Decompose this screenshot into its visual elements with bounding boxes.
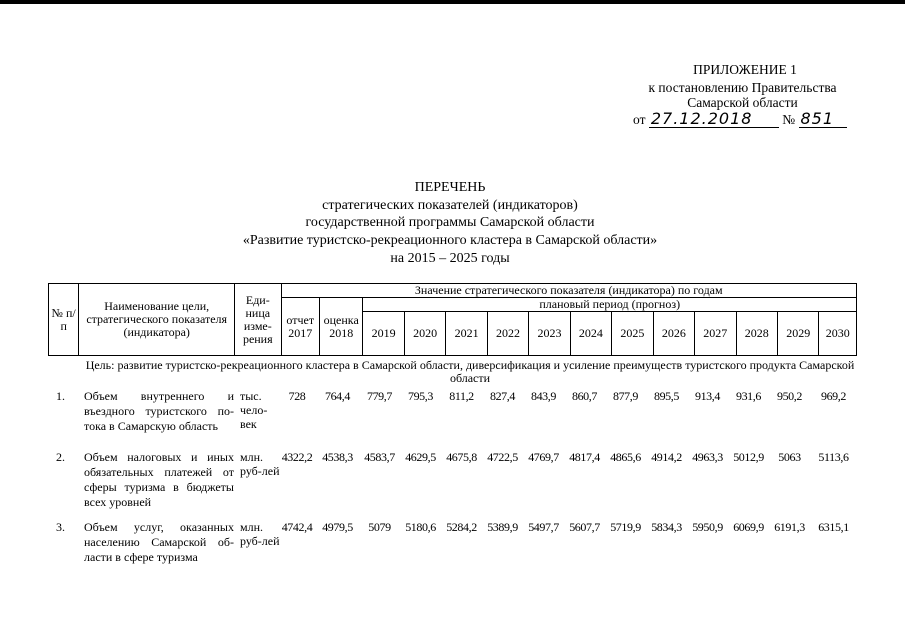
value-cell: 811,2 [449, 389, 474, 403]
decree-date-handwritten: 27.12.2018 [649, 111, 779, 128]
value-cell: 4322,2 [281, 450, 313, 464]
value-cell: 4963,3 [692, 450, 723, 464]
goal-row: Цель: развитие туристско-рекреационного кластера в Самарской области, диверсификация и усиление преимуществ туристского продукта Самарской области [85, 358, 855, 385]
heading-line-3: «Развитие туристско-рекреационного кластера в Самарской области» [242, 233, 658, 248]
header-year: 2019 [363, 312, 404, 356]
value-cell: 827,4 [489, 389, 515, 403]
value-cell: 6069,9 [733, 520, 764, 534]
value-cell: 860,7 [571, 389, 597, 403]
decree-date-number [633, 110, 847, 130]
header-year: 2025 [612, 312, 653, 356]
value-cell: 4675,8 [446, 450, 477, 464]
value-cell: 913,4 [694, 389, 720, 403]
value-cell: 5180,6 [405, 520, 436, 534]
indicator-name: Объем внутреннего и въездного туристского по-тока в Самарскую область [84, 389, 234, 433]
value-cell: 4769,7 [528, 450, 559, 464]
value-cell: 764,4 [324, 389, 350, 403]
value-cell: 969,2 [820, 389, 846, 403]
header-year: 2023 [529, 312, 570, 356]
decree-number-handwritten: 851 [799, 111, 847, 128]
value-cell: 5063 [778, 450, 801, 464]
header-year: 2022 [487, 312, 528, 356]
unit-cell: млн. руб-лей [240, 520, 280, 548]
value-cell: 6315,1 [818, 520, 849, 534]
value-cell: 4722,5 [487, 450, 518, 464]
value-cell: 6191,3 [774, 520, 805, 534]
header-year: 2020 [404, 312, 445, 356]
value-cell: 5497,7 [528, 520, 559, 534]
unit-cell: тыс. чело-век [240, 389, 268, 431]
value-cell: 5950,9 [692, 520, 723, 534]
header-name: Наименование цели, стратегического показателя (индикатора) [79, 284, 235, 356]
value-cell: 4583,7 [364, 450, 395, 464]
value-cell: 843,9 [530, 389, 556, 403]
header-unit: Еди-ница изме-рения [235, 284, 282, 356]
header-plan-group: плановый период (прогноз) [363, 298, 857, 312]
indicator-name: Объем услуг, оказанных населению Самарской об-ласти в сфере туризма [84, 520, 234, 564]
date-prefix: от [633, 112, 646, 127]
value-cell: 4629,5 [405, 450, 436, 464]
value-cell: 5719,9 [610, 520, 641, 534]
indicator-name: Объем налоговых и иных обязательных платежей от сферы туризма в бюджеты всех уровней [84, 450, 234, 509]
header-year: 2026 [653, 312, 694, 356]
header-year: 2027 [695, 312, 736, 356]
value-cell: 4914,2 [651, 450, 682, 464]
value-cell: 5607,7 [569, 520, 600, 534]
row-number: 3. [56, 520, 65, 534]
value-cell: 5389,9 [487, 520, 518, 534]
heading-line-1: стратегических показателей (индикаторов) [322, 198, 578, 213]
value-cell: 5284,2 [446, 520, 477, 534]
value-cell: 5113,6 [818, 450, 849, 464]
value-cell: 795,3 [407, 389, 433, 403]
value-cell: 5012,9 [733, 450, 764, 464]
value-cell: 4817,4 [569, 450, 600, 464]
header-report-2017: отчет 2017 [281, 298, 319, 356]
header-year: 2030 [819, 312, 857, 356]
value-cell: 728 [288, 389, 306, 403]
row-number: 1. [56, 389, 65, 403]
number-prefix: № [782, 112, 796, 127]
heading-line-2: государственной программы Самарской области [305, 215, 595, 230]
header-year: 2021 [446, 312, 487, 356]
value-cell: 4538,3 [322, 450, 353, 464]
value-cell: 950,2 [776, 389, 802, 403]
value-cell: 895,5 [653, 389, 679, 403]
indicators-table-header [48, 283, 857, 356]
scan-top-border [0, 0, 905, 4]
header-year: 2029 [777, 312, 818, 356]
header-number: № п/п [49, 284, 79, 356]
unit-cell: млн. руб-лей [240, 450, 280, 478]
appendix-title: ПРИЛОЖЕНИЕ 1 [693, 62, 797, 77]
value-cell: 877,9 [612, 389, 638, 403]
header-year: 2024 [570, 312, 611, 356]
value-cell: 5834,3 [651, 520, 682, 534]
value-cell: 4979,5 [322, 520, 353, 534]
header-year: 2028 [736, 312, 777, 356]
appendix-decree-line: к постановлению Правительства [648, 80, 837, 95]
value-cell: 779,7 [366, 389, 392, 403]
value-cell: 5079 [368, 520, 391, 534]
value-cell: 931,6 [735, 389, 761, 403]
heading-line-4: на 2015 – 2025 годы [390, 251, 510, 266]
row-number: 2. [56, 450, 65, 464]
appendix-region-line: Самарской области [687, 95, 798, 110]
heading-title: ПЕРЕЧЕНЬ [414, 180, 486, 195]
header-values-group: Значение стратегического показателя (индикатора) по годам [281, 284, 856, 298]
header-estimate-2018: оценка 2018 [319, 298, 362, 356]
value-cell: 4865,6 [610, 450, 641, 464]
value-cell: 4742,4 [281, 520, 313, 534]
